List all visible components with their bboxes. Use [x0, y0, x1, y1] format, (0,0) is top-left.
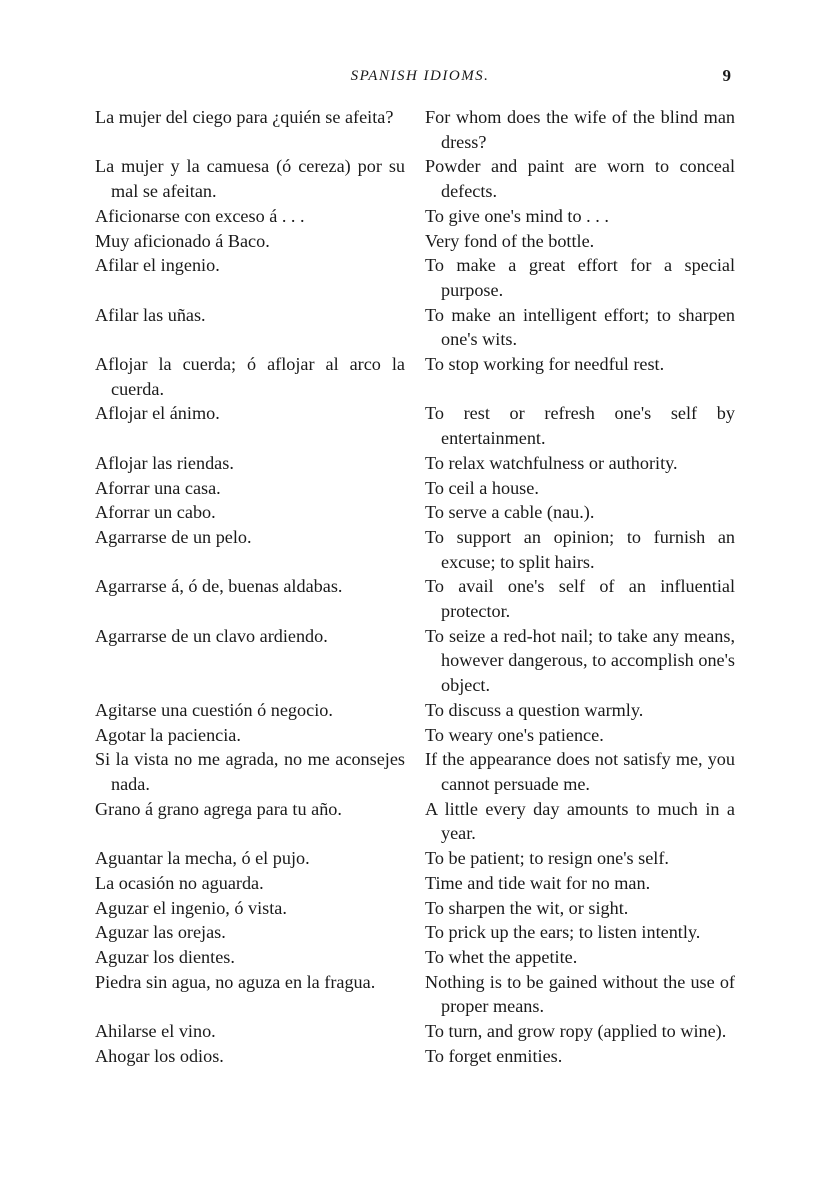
english-translation: To give one's mind to . . . — [425, 205, 609, 226]
idiom-entry — [95, 154, 735, 203]
idiom-entry — [95, 871, 735, 896]
spanish-idiom: Aflojar la cuerda; ó aflojar al arco la cuerda. — [95, 354, 405, 399]
running-title: SPANISH IDIOMS. — [350, 68, 490, 84]
english-translation: To be patient; to resign one's self. — [425, 848, 669, 869]
english-translation: To discuss a question warmly. — [425, 699, 644, 720]
spanish-idiom: Aguzar el ingenio, ó vista. — [95, 897, 287, 918]
spanish-idiom: Afilar el ingenio. — [95, 255, 220, 276]
idiom-entry — [95, 970, 735, 1019]
idiom-entry — [95, 303, 735, 352]
spanish-idiom: Aguzar las orejas. — [95, 922, 226, 943]
idiom-entry — [95, 229, 735, 254]
spanish-idiom: Aflojar el ánimo. — [95, 403, 220, 424]
english-translation: To ceil a house. — [425, 477, 539, 498]
idiom-entry — [95, 896, 735, 921]
idiom-entry — [95, 698, 735, 723]
idiom-entry — [95, 846, 735, 871]
idiom-entry — [95, 105, 735, 154]
english-translation: To avail one's self of an influential protector. — [425, 576, 735, 622]
spanish-idiom: Si la vista no me agrada, no me aconsejes nada. — [95, 749, 405, 794]
english-translation: To make an intelligent effort; to sharpen one's wits. — [425, 304, 735, 350]
idiom-entry — [95, 525, 735, 574]
english-translation: To forget enmities. — [425, 1045, 563, 1066]
idiom-entry — [95, 574, 735, 623]
english-translation: A little every day amounts to much in a year. — [425, 798, 735, 844]
spanish-idiom: Agarrarse de un clavo ardiendo. — [95, 625, 328, 646]
spanish-idiom: Aguzar los dientes. — [95, 946, 235, 967]
idiom-entry — [95, 500, 735, 525]
spanish-idiom: Aguantar la mecha, ó el pujo. — [95, 848, 310, 869]
spanish-idiom: La ocasión no aguarda. — [95, 872, 264, 893]
english-translation: To stop working for needful rest. — [425, 354, 665, 375]
english-translation: To support an opinion; to furnish an excuse; to split hairs. — [425, 526, 735, 572]
spanish-idiom: Grano á grano agrega para tu año. — [95, 798, 342, 819]
idiom-entry — [95, 747, 735, 796]
english-translation: To sharpen the wit, or sight. — [425, 897, 629, 918]
spanish-idiom: Aflojar las riendas. — [95, 452, 234, 473]
english-translation: To whet the appetite. — [425, 946, 578, 967]
idiom-entry — [95, 401, 735, 450]
english-translation: To rest or refresh one's self by entertainment. — [425, 403, 735, 449]
spanish-idiom: Piedra sin agua, no aguza en la fragua. — [95, 971, 376, 992]
idiom-entry — [95, 1044, 735, 1069]
english-translation: Very fond of the bottle. — [425, 230, 595, 251]
idiom-entry — [95, 204, 735, 229]
spanish-idiom: Afilar las uñas. — [95, 304, 206, 325]
spanish-idiom: Agotar la paciencia. — [95, 724, 241, 745]
idiom-entry — [95, 624, 735, 698]
english-translation: To turn, and grow ropy (applied to wine). — [425, 1021, 727, 1042]
idiom-entry — [95, 352, 735, 401]
idiom-entry — [95, 1019, 735, 1044]
english-translation: To make a great effort for a special purpose. — [425, 255, 735, 300]
spanish-idiom: Agarrarse á, ó de, buenas aldabas. — [95, 576, 343, 597]
spanish-idiom: La mujer y la camuesa (ó cereza) por su mal se afeitan. — [95, 156, 405, 202]
spanish-idiom: Agarrarse de un pelo. — [95, 526, 252, 547]
spanish-idiom: Ahilarse el vino. — [95, 1021, 216, 1042]
spanish-idiom: Agitarse una cuestión ó negocio. — [95, 699, 333, 720]
english-translation: Powder and paint are worn to conceal defects. — [425, 156, 735, 202]
english-translation: For whom does the wife of the blind man dress? — [425, 107, 735, 152]
spanish-idiom: Aficionarse con exceso á . . . — [95, 205, 305, 226]
spanish-idiom: La mujer del ciego para ¿quién se afeita? — [95, 107, 394, 127]
english-translation: To prick up the ears; to listen intently. — [425, 922, 701, 943]
idiom-entry — [95, 451, 735, 476]
spanish-idiom: Aforrar una casa. — [95, 477, 221, 498]
idiom-entry — [95, 476, 735, 501]
page-number: 9 — [722, 66, 731, 85]
running-head — [0, 66, 840, 90]
idiom-entry — [95, 920, 735, 945]
english-translation: If the appearance does not satisfy me, you cannot persuade me. — [425, 749, 735, 794]
english-translation: Nothing is to be gained without the use of proper means. — [425, 971, 735, 1017]
idiom-entry — [95, 797, 735, 846]
idiom-entry — [95, 253, 735, 302]
spanish-idiom: Muy aficionado á Baco. — [95, 230, 270, 251]
english-translation: To seize a red-hot nail; to take any means, however dangerous, to accomplish one's object. — [425, 625, 735, 696]
idiom-entry — [95, 723, 735, 748]
spanish-idiom: Ahogar los odios. — [95, 1045, 224, 1066]
english-translation: To serve a cable (nau.). — [425, 502, 595, 523]
spanish-idiom: Aforrar un cabo. — [95, 502, 216, 523]
idiom-entry — [95, 945, 735, 970]
idiom-list — [95, 105, 735, 1068]
english-translation: To relax watchfulness or authority. — [425, 452, 678, 473]
english-translation: To weary one's patience. — [425, 724, 604, 745]
english-translation: Time and tide wait for no man. — [425, 872, 651, 893]
